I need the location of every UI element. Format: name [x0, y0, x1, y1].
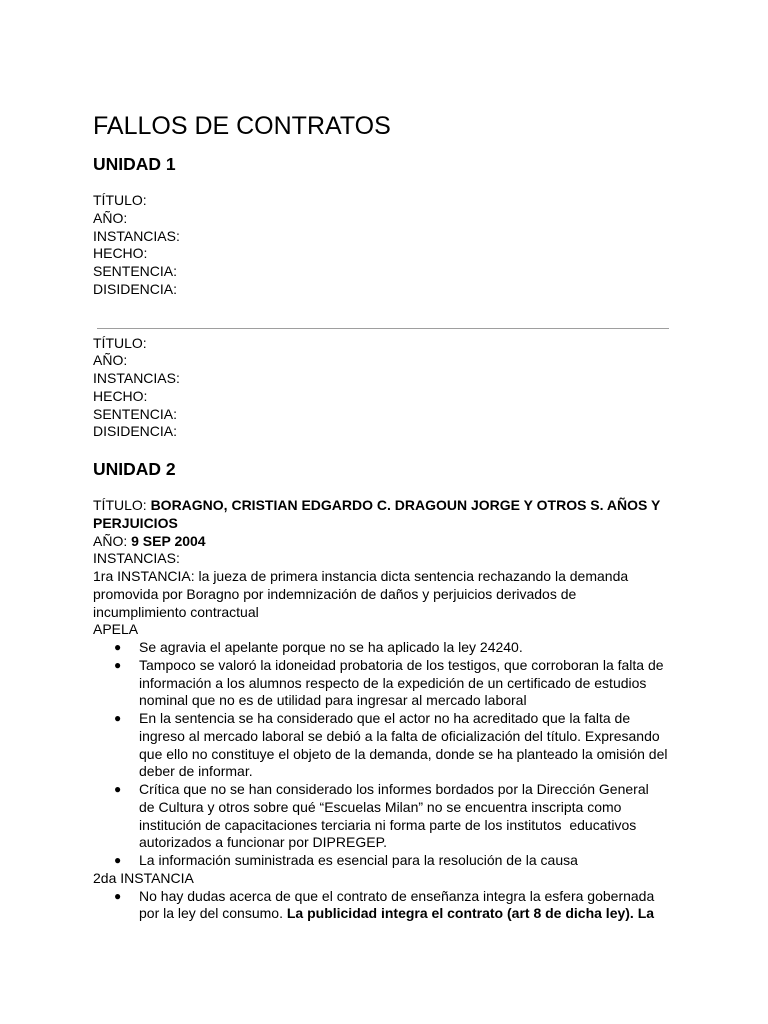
list-item-text: de Cultura y otros sobre qué “Escuelas Milan” no se encuentra inscripta como	[139, 798, 622, 815]
case-year-line	[93, 533, 678, 551]
apela-label: APELA	[93, 621, 139, 638]
field-label: DISIDENCIA:	[93, 423, 178, 440]
list-item	[93, 710, 678, 781]
case-title-value: BORAGNO, CRISTIAN EDGARDO C. DRAGOUN JORGE Y OTROS S. AÑOS Y	[150, 497, 661, 513]
unit-1-block-1	[93, 192, 678, 299]
list-item	[93, 657, 678, 710]
field-label: DISIDENCIA:	[93, 280, 178, 297]
list-item	[93, 888, 678, 924]
anio-label: AÑO:	[93, 532, 128, 549]
field-label: AÑO:	[93, 209, 128, 226]
case-title-line	[93, 497, 678, 515]
list-item	[93, 852, 678, 870]
case-year-value: 9 SEP 2004	[131, 532, 206, 549]
list-item-text-bold: La publicidad integra el contrato (art 8 de dicha ley). La	[286, 905, 655, 922]
field-label: SENTENCIA:	[93, 263, 178, 279]
list-item-text: La información suministrada es esencial para la resolución de la causa	[139, 852, 578, 868]
primera-instancia-text: promovida por Boragno por indemnización de daños y perjuicios derivados de	[93, 585, 577, 602]
segunda-instancia-label: 2da INSTANCIA	[93, 869, 194, 886]
bullet-icon: ●	[114, 782, 122, 796]
field-label: TÍTULO:	[93, 192, 147, 208]
document-body	[93, 111, 678, 923]
list-item-text: No hay dudas acerca de que el contrato de enseñanza integra la esfera gobernada	[139, 887, 655, 904]
titulo-label: TÍTULO:	[93, 497, 147, 513]
list-item-text: institución de capacitaciones terciaria ni forma parte de los institutos educativos	[139, 816, 637, 833]
list-item-text: nominal que no es de utilidad para ingresar al mercado laboral	[139, 692, 527, 709]
list-item	[93, 781, 678, 852]
list-item-text: que ello no constituye el objeto de la demanda, donde se ha planteado la omisión del	[139, 745, 668, 762]
bullet-icon: ●	[114, 711, 122, 725]
field-label: INSTANCIAS:	[93, 227, 180, 244]
unit-2-heading: UNIDAD 2	[93, 459, 176, 479]
field-label: HECHO:	[93, 245, 148, 262]
bullet-icon: ●	[114, 657, 122, 672]
unit-2-case	[93, 497, 678, 923]
segunda-instancia-bullet-list	[93, 888, 678, 924]
list-item-text: Crítica que no se han considerado los informes bordados por la Dirección General	[139, 781, 649, 797]
field-label: INSTANCIAS:	[93, 370, 180, 386]
list-item-text: Tampoco se valoró la idoneidad probatoria de los testigos, que corroboran la falta de	[139, 656, 664, 673]
primera-instancia-text: 1ra INSTANCIA: la jueza de primera instancia dicta sentencia rechazando la demanda	[93, 568, 629, 584]
document-title: FALLOS DE CONTRATOS	[93, 112, 391, 140]
bullet-icon: ●	[114, 640, 122, 654]
field-label: AÑO:	[93, 352, 128, 369]
bullet-icon: ●	[114, 888, 122, 903]
primera-instancia-text: incumplimiento contractual	[93, 603, 259, 620]
field-label: HECHO:	[93, 387, 148, 404]
list-item-text-normal: por la ley del consumo.	[139, 905, 287, 922]
case-title-value-cont: PERJUICIOS	[93, 514, 178, 531]
apela-bullet-list	[93, 639, 678, 870]
instancias-label: INSTANCIAS:	[93, 550, 180, 567]
unit-1-block-2	[93, 335, 678, 442]
list-item	[93, 639, 678, 657]
unit-1-heading: UNIDAD 1	[93, 154, 176, 174]
list-item-text: Se agravia el apelante porque no se ha aplicado la ley 24240.	[139, 639, 523, 655]
list-item-text	[139, 905, 678, 923]
list-item-text: ingreso al mercado laboral se debió a la falta de oficialización del título. Expresando	[139, 727, 660, 744]
list-item-text: autorizados a funcionar por DIPREGEP.	[139, 834, 387, 851]
bullet-icon: ●	[114, 853, 122, 867]
field-label: SENTENCIA:	[93, 405, 178, 422]
list-item-text: En la sentencia se ha considerado que el actor no ha acreditado que la falta de	[139, 710, 631, 726]
list-item-text: información a los alumnos respecto de la expedición de un certificado de estudios	[139, 674, 647, 691]
list-item-text: deber de informar.	[139, 763, 253, 780]
field-label: TÍTULO:	[93, 334, 147, 351]
